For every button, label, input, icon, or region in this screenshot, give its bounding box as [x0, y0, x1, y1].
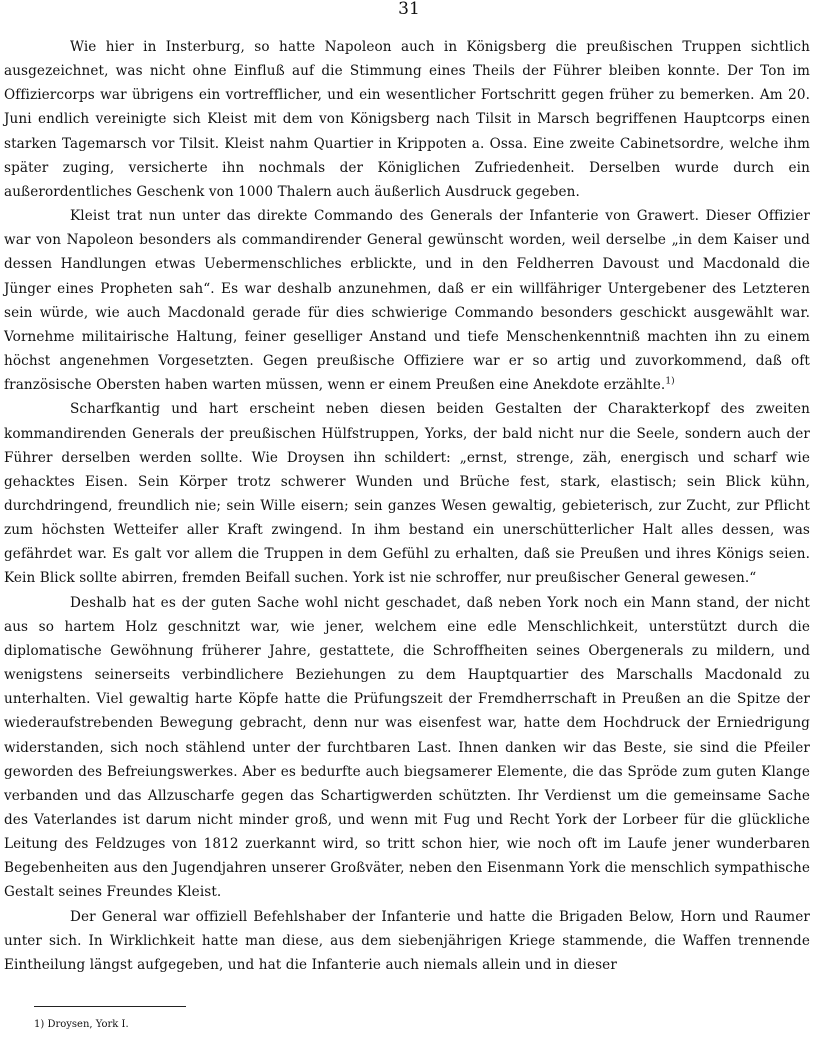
paragraph-2-text: Kleist trat nun unter das direkte Commando des Generals der Infanterie von Grawert. Dieser Offizier war von Napoleon besonders als commandirender General gewünscht worden, weil derselbe „in dem Kaiser und dessen Handlungen etwas Uebermenschliches erblickte, und in den Feldherren Davoust und Macdonald die Jünger eines Propheten sah“. Es war deshalb anzunehmen, daß er ein willfähriger Untergebener des Letzteren sein würde, wie auch Macdonald gerade für dies schwierige Commando besonders geschickt ausgewählt war. Vornehme militairische Haltung, feiner geselliger Anstand und tiefe Menschenkenntniß machten ihn zu einem höchst angenehmen Vorgesetzten. Gegen preußische Offiziere war er so artig und zuvorkommend, daß oft französische Obersten haben warten müssen, wenn er einem Preußen eine Anekdote erzählte.	[4, 208, 810, 394]
paragraph-3: Scharfkantig und hart erscheint neben diesen beiden Gestalten der Charakterkopf des zweiten kommandirenden Generals der preußischen Hülfstruppen, Yorks, der bald nicht nur die Seele, sondern auch der Führer derselben werden sollte. Wie Droysen ihn schildert: „ernst, strenge, zäh, energisch und scharf wie gehacktes Eisen. Sein Körper trotz schwerer Wunden und Brüche fest, stark, elastisch; sein Blick kühn, durchdringend, freundlich nie; sein Wille eisern; sein ganzes Wesen gewaltig, gebieterisch, zur Zucht, zur Pflicht zum höchsten Wetteifer aller Kraft zwingend. In ihm bestand ein unerschütterlicher Halt alles dessen, was gefährdet war. Es galt vor allem die Truppen in dem Gefühl zu erhalten, daß sie Preußen und ihres Königs seien. Kein Blick sollte abirren, fremden Beifall suchen. York ist nie schroffer, nur preußischer General gewesen.“	[4, 401, 810, 587]
paragraph-4: Deshalb hat es der guten Sache wohl nicht geschadet, daß neben York noch ein Mann stand, der nicht aus so hartem Holz geschnitzt war, wie jener, welchem eine edle Menschlichkeit, unterstützt durch die diplomatische Gewöhnung früherer Jahre, gestattete, die Schroffheiten seines Obergenerals zu mildern, und wenigstens seinerseits verbindlichere Beziehungen zu dem Hauptquartier des Marschalls Macdonald zu unterhalten. Viel gewaltig harte Köpfe hatte die Prüfungszeit der Fremdherrschaft in Preußen an die Spitze der wiederaufstrebenden Bewegung gebracht, denn nur was eisenfest war, hatte dem Hochdruck der Erniedrigung widerstanden, sich noch stählend unter der furchtbaren Last. Ihnen danken wir das Beste, sie sind die Pfeiler geworden des Befreiungswerkes. Aber es bedurfte auch biegsamerer Elemente, die das Spröde zum guten Klange verbanden und das Allzuscharfe gegen das Schartigwerden schützten. Ihr Verdienst um die gemeinsame Sache des Vaterlandes ist darum nicht minder groß, und wenn mit Fug und Recht York der Lorbeer für die glückliche Leitung des Feldzuges von 1812 zuerkannt wird, so tritt schon hier, wie noch oft im Laufe jener wunderbaren Begebenheiten aus den Jugendjahren unserer Großväter, neben den Eisenmann York die menschlich sympathische Gestalt seines Freundes Kleist.	[4, 594, 810, 901]
body-text	[4, 35, 810, 977]
paragraph-5: Der General war offiziell Befehlshaber der Infanterie und hatte die Brigaden Below, Horn und Raumer unter sich. In Wirklichkeit hatte man diese, aus dem siebenjährigen Kriege stammende, die Waffen trennende Eintheilung längst aufgegeben, und hat die Infanterie auch niemals allein und in dieser	[4, 908, 810, 973]
paragraph-2	[4, 204, 810, 397]
footnote: 1) Droysen, York I.	[34, 1019, 129, 1030]
page-number: 31	[398, 0, 420, 19]
paragraph-1: Wie hier in Insterburg, so hatte Napoleon auch in Königsberg die preußischen Truppen sichtlich ausgezeichnet, was nicht ohne Einfluß auf die Stimmung eines Theils der Führer bleiben konnte. Der Ton im Offiziercorps war übrigens ein vortrefflicher, und ein wesentlicher Fortschritt gegen früher zu bemerken. Am 20. Juni endlich vereinigte sich Kleist mit dem von Königsberg nach Tilsit in Marsch begriffenen Hauptcorps einen starken Tagemarsch vor Tilsit. Kleist nahm Quartier in Krippoten a. Ossa. Eine zweite Cabinetsordre, welche ihm später zuging, versicherte ihn nochmals der Königlichen Zufriedenheit. Derselben wurde durch ein außerordentliches Geschenk von 1000 Thalern auch äußerlich Ausdruck gegeben.	[4, 39, 810, 200]
footnote-divider	[34, 1006, 186, 1007]
footnote-reference: 1)	[665, 376, 675, 387]
